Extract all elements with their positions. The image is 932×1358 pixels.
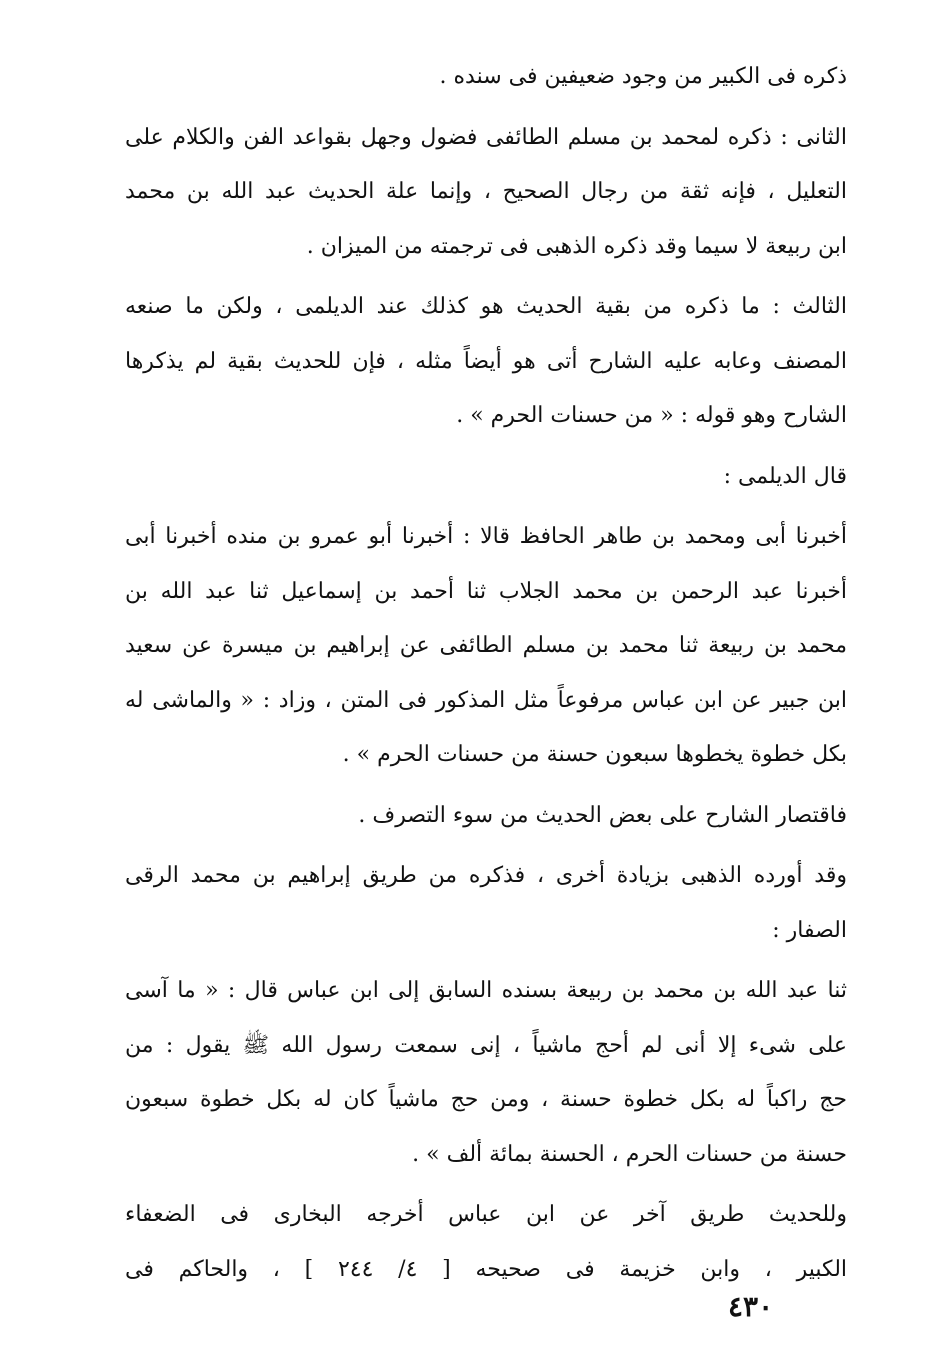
text-line: الثانى : ذكره لمحمد بن مسلم الطائفى فضول وجهل بقواعد الفن والكلام على [125, 124, 847, 150]
text-line: قال الديلمى : [723, 463, 847, 489]
text-line: حج راكباً له بكل خطوة حسنة ، ومن حج ماشياً كان له بكل خطوة سبعون [125, 1087, 847, 1112]
body-text [125, 50, 847, 1297]
text-line: الصفار : [772, 917, 847, 943]
paragraph [125, 1188, 847, 1297]
paragraph [125, 50, 847, 105]
text-line: محمد بن ربيعة ثنا محمد بن مسلم الطائفى عن إبراهيم بن ميسرة عن سعيد [125, 633, 847, 658]
text-line: على شىء إلا أنى لم أحج ماشياً ، إنى سمعت رسول الله ﷺ يقول : من [125, 1032, 847, 1058]
text-line: الشارح وهو قوله : « من حسنات الحرم » . [456, 403, 847, 428]
paragraph [125, 510, 847, 783]
paragraph [125, 789, 847, 844]
paragraph [125, 280, 847, 444]
text-line: أخبرنا عبد الرحمن بن محمد الجلاب ثنا أحمد بن إسماعيل ثنا عبد الله بن [125, 578, 847, 604]
text-line: أخبرنا أبى ومحمد بن طاهر الحافظ قالا : أخبرنا أبو عمرو بن منده أخبرنا أبى [125, 524, 847, 549]
paragraph [125, 849, 847, 958]
paragraph [125, 111, 847, 275]
text-line: ابن ربيعة لا سيما وقد ذكره الذهبى فى ترجمته من الميزان . [306, 233, 847, 259]
paragraph [125, 450, 847, 505]
text-line: ثنا عبد الله بن محمد بن ربيعة بسنده السابق إلى ابن عباس قال : « ما آسى [125, 978, 847, 1003]
text-line: وقد أورده الذهبى بزيادة أخرى ، فذكره من طريق إبراهيم بن محمد الرقى [125, 863, 847, 888]
text-line: فاقتصار الشارح على بعض الحديث من سوء التصرف . [358, 802, 847, 828]
text-line: الكبير ، وابن خزيمة فى صحيحه [ ٤/ ٢٤٤ ] ، والحاكم فى [125, 1256, 848, 1282]
paragraph [125, 964, 847, 1182]
text-line: المصنف وعابه عليه الشارح أتى هو أيضاً مثله ، فإن للحديث بقية لم يذكرها [125, 348, 847, 374]
text-line: حسنة من حسنات الحرم ، الحسنة بمائة ألف » . [412, 1141, 847, 1167]
text-line: ابن جبير عن ابن عباس مرفوعاً مثل المذكور فى المتن ، وزاد : « والماشى له [125, 687, 847, 713]
text-line: بكل خطوة يخطوها سبعون حسنة من حسنات الحرم » . [342, 742, 847, 767]
text-line: ذكره فى الكبير من وجود ضعيفين فى سنده . [439, 64, 847, 89]
text-line: الثالث : ما ذكره من بقية الحديث هو كذلك عند الديلمى ، ولكن ما صنعه [125, 294, 847, 319]
text-line: التعليل ، فإنه ثقة من رجال الصحيح ، وإنما علة الحديث عبد الله بن محمد [125, 179, 847, 204]
text-line: وللحديث طريق آخر عن ابن عباس أخرجه البخارى فى الضعفاء [125, 1202, 847, 1227]
page-number: ٤٣٠ [728, 1290, 774, 1323]
